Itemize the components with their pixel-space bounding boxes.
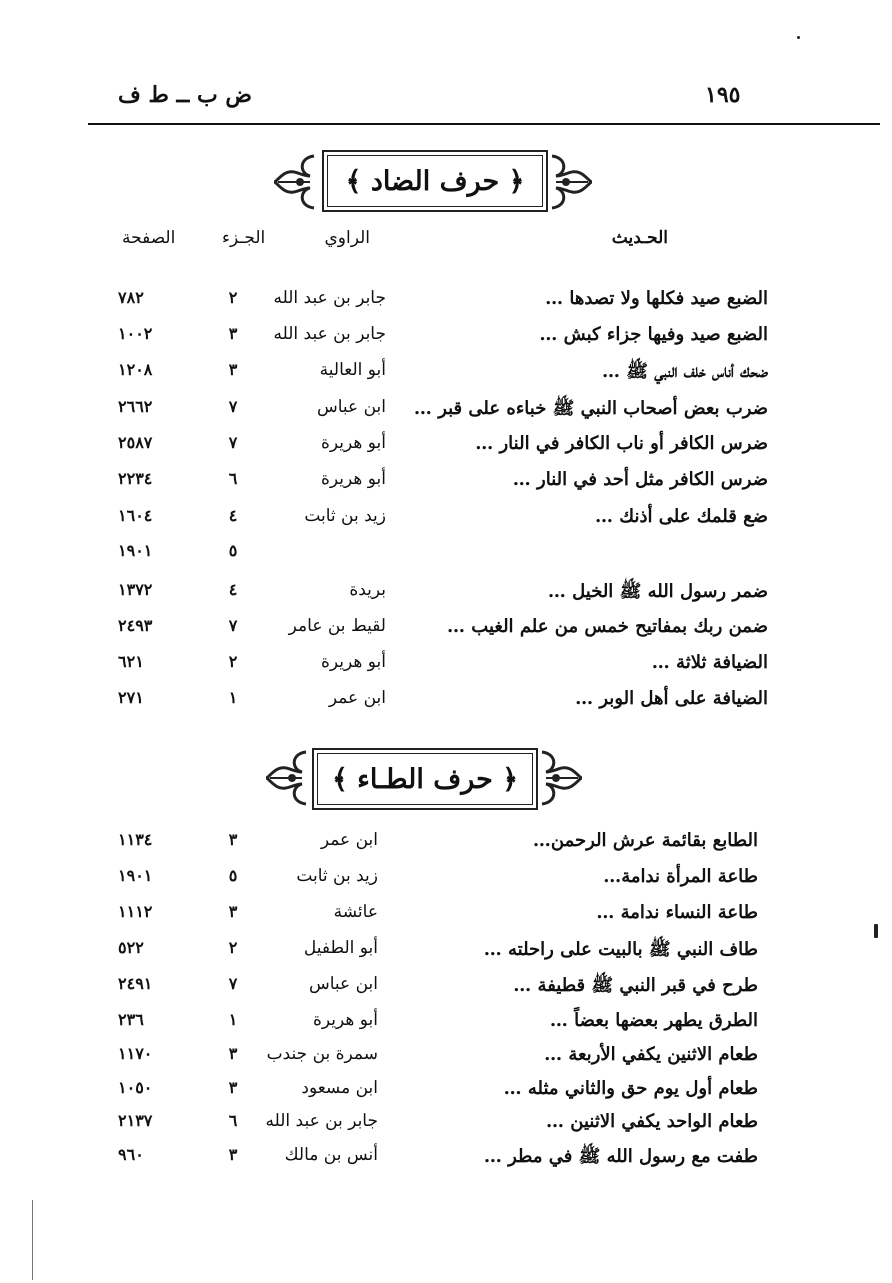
- juz-number: ٧: [228, 433, 238, 452]
- juz-number: ٣: [228, 1078, 238, 1097]
- table-row: [0, 830, 892, 864]
- table-row: [0, 360, 892, 394]
- hadith-text: الطرق يطهر بعضها بعضاً …: [549, 1010, 758, 1031]
- running-head-letters: ض ب ــ ط ف: [118, 82, 252, 108]
- juz-number: ٤: [228, 506, 238, 525]
- column-header-juz: الجـزء: [222, 228, 266, 248]
- page-reference: ١١٣٤: [118, 830, 153, 849]
- juz-number: ٦: [228, 1111, 238, 1130]
- hadith-text: طعام الواحد يكفي الاثنين …: [546, 1111, 758, 1132]
- table-row: [0, 902, 892, 936]
- narrator: ابن عمر: [320, 830, 378, 850]
- hadith-text: الطابع بقائمة عرش الرحمن…: [532, 830, 758, 851]
- hadith-text: الضيافة ثلاثة …: [651, 652, 768, 673]
- narrator: ابن عباس: [316, 397, 386, 417]
- narrator: زيد بن ثابت: [296, 866, 378, 886]
- hadith-text: ضرس الكافر أو ناب الكافر في النار …: [475, 433, 768, 454]
- page-reference: ١١٧٠: [118, 1044, 153, 1063]
- page-reference: ٢٥٨٧: [118, 433, 153, 452]
- juz-number: ٣: [228, 1044, 238, 1063]
- table-row: [0, 1111, 892, 1145]
- narrator: ابن مسعود: [301, 1078, 378, 1098]
- page-reference: ٦٢١: [118, 652, 144, 671]
- scan-edge-line: [32, 1200, 33, 1280]
- page-reference: ٢٣٦: [118, 1010, 144, 1029]
- narrator: جابر بن عبد الله: [273, 288, 386, 308]
- page-reference: ٢٧١: [118, 688, 144, 707]
- table-row: [0, 541, 892, 575]
- table-row: [0, 469, 892, 503]
- page-reference: ٢٦٦٢: [118, 397, 153, 416]
- narrator: جابر بن عبد الله: [273, 324, 386, 344]
- column-header-narrator: الراوي: [324, 228, 370, 248]
- narrator: أبو هريرة: [320, 433, 386, 453]
- page-reference: ٢٢٣٤: [118, 469, 153, 488]
- juz-number: ٧: [228, 974, 238, 993]
- page-reference: ١٠٥٠: [118, 1078, 153, 1097]
- table-row: [0, 1078, 892, 1112]
- page-reference: ٩٦٠: [118, 1145, 144, 1164]
- hadith-text: ضرب بعض أصحاب النبي ﷺ خباءه على قبر …: [413, 398, 768, 419]
- table-row: [0, 866, 892, 900]
- narrator: جابر بن عبد الله: [265, 1111, 378, 1131]
- page-reference: ٢٤٩١: [118, 974, 153, 993]
- table-row: [0, 433, 892, 467]
- hadith-text: الضيافة على أهل الوبر …: [575, 688, 768, 709]
- narrator: سمرة بن جندب: [266, 1044, 378, 1064]
- narrator: أبو الطفيل: [303, 938, 378, 958]
- narrator: ابن عباس: [308, 974, 378, 994]
- hadith-text: طاعة النساء ندامة …: [596, 902, 758, 923]
- narrator: أبو هريرة: [320, 469, 386, 489]
- section-title-ta: ﴿ حرف الطـاء ﴾: [312, 748, 538, 810]
- table-row: [0, 1010, 892, 1044]
- juz-number: ٢: [228, 652, 238, 671]
- juz-number: ٧: [228, 616, 238, 635]
- juz-number: ١: [228, 688, 238, 707]
- table-row: [0, 688, 892, 722]
- juz-number: ٥: [228, 541, 238, 560]
- header-rule: [88, 123, 880, 125]
- table-row: [0, 652, 892, 686]
- page-reference: ١٢٠٨: [118, 360, 153, 379]
- juz-number: ٧: [228, 397, 238, 416]
- page-reference: ٥٢٢: [118, 938, 144, 957]
- juz-number: ٣: [228, 830, 238, 849]
- juz-number: ٣: [228, 902, 238, 921]
- left-ornament-icon: [270, 150, 318, 214]
- hadith-text: ضمن ربك بمفاتيح خمس من علم الغيب …: [447, 616, 768, 637]
- page-reference: ١٩٠١: [118, 866, 153, 885]
- hadith-text: ضمر رسول الله ﷺ الخيل …: [547, 581, 768, 602]
- hadith-text: ضحك أناس خلف النبي ﷺ …: [601, 361, 768, 382]
- narrator: أبو هريرة: [320, 652, 386, 672]
- right-ornament-icon: [548, 150, 596, 214]
- hadith-text: الضبع صيد فكلها ولا تصدها …: [545, 288, 768, 309]
- scan-speck: [874, 924, 878, 938]
- column-header-page: الصفحة: [122, 228, 176, 248]
- hadith-text: طعام أول يوم حق والثاني مثله …: [503, 1078, 758, 1099]
- table-row: [0, 324, 892, 358]
- table-row: [0, 974, 892, 1008]
- hadith-text: ضرس الكافر مثل أحد في النار …: [512, 469, 768, 490]
- page-reference: ١١١٢: [118, 902, 153, 921]
- hadith-text: طرح في قبر النبي ﷺ قطيفة …: [513, 975, 758, 996]
- hadith-text: ضع قلمك على أذنك …: [595, 506, 768, 527]
- scan-speck: [797, 36, 800, 39]
- left-ornament-icon: [262, 746, 310, 810]
- narrator: لقيط بن عامر: [288, 616, 386, 636]
- juz-number: ١: [228, 1010, 238, 1029]
- table-row: [0, 1044, 892, 1078]
- table-row: [0, 1145, 892, 1179]
- narrator: أبو العالية: [319, 360, 386, 380]
- page-reference: ١٦٠٤: [118, 506, 153, 525]
- juz-number: ٦: [228, 469, 238, 488]
- juz-number: ٣: [228, 360, 238, 379]
- juz-number: ٣: [228, 1145, 238, 1164]
- juz-number: ٣: [228, 324, 238, 343]
- table-row: [0, 397, 892, 431]
- hadith-text: طفت مع رسول الله ﷺ في مطر …: [483, 1146, 758, 1167]
- hadith-text: الضبع صيد وفيها جزاء كبش …: [539, 324, 768, 345]
- hadith-text: طاف النبي ﷺ بالبيت على راحلته …: [483, 939, 758, 960]
- narrator: أنس بن مالك: [284, 1145, 378, 1165]
- narrator: أبو هريرة: [312, 1010, 378, 1030]
- juz-number: ٢: [228, 288, 238, 307]
- table-row: [0, 288, 892, 322]
- juz-number: ٢: [228, 938, 238, 957]
- page-reference: ٢١٣٧: [118, 1111, 153, 1130]
- hadith-text: طعام الاثنين يكفي الأربعة …: [544, 1044, 758, 1065]
- juz-number: ٥: [228, 866, 238, 885]
- narrator: عائشة: [333, 902, 378, 922]
- table-row: [0, 580, 892, 614]
- page-reference: ١٠٠٢: [118, 324, 153, 343]
- narrator: بريدة: [349, 580, 386, 600]
- column-header-hadith: الحـديث: [611, 228, 668, 248]
- page-reference: ٢٤٩٣: [118, 616, 153, 635]
- narrator: ابن عمر: [328, 688, 386, 708]
- juz-number: ٤: [228, 580, 238, 599]
- page-reference: ١٩٠١: [118, 541, 153, 560]
- page-number: ١٩٥: [705, 82, 741, 108]
- hadith-text: طاعة المرأة ندامة…: [603, 866, 758, 887]
- section-title-dad: ﴿ حرف الضاد ﴾: [322, 150, 548, 212]
- right-ornament-icon: [538, 746, 586, 810]
- table-row: [0, 506, 892, 540]
- page-reference: ٧٨٢: [118, 288, 144, 307]
- page-reference: ١٣٧٢: [118, 580, 153, 599]
- table-row: [0, 938, 892, 972]
- table-row: [0, 616, 892, 650]
- narrator: زيد بن ثابت: [304, 506, 386, 526]
